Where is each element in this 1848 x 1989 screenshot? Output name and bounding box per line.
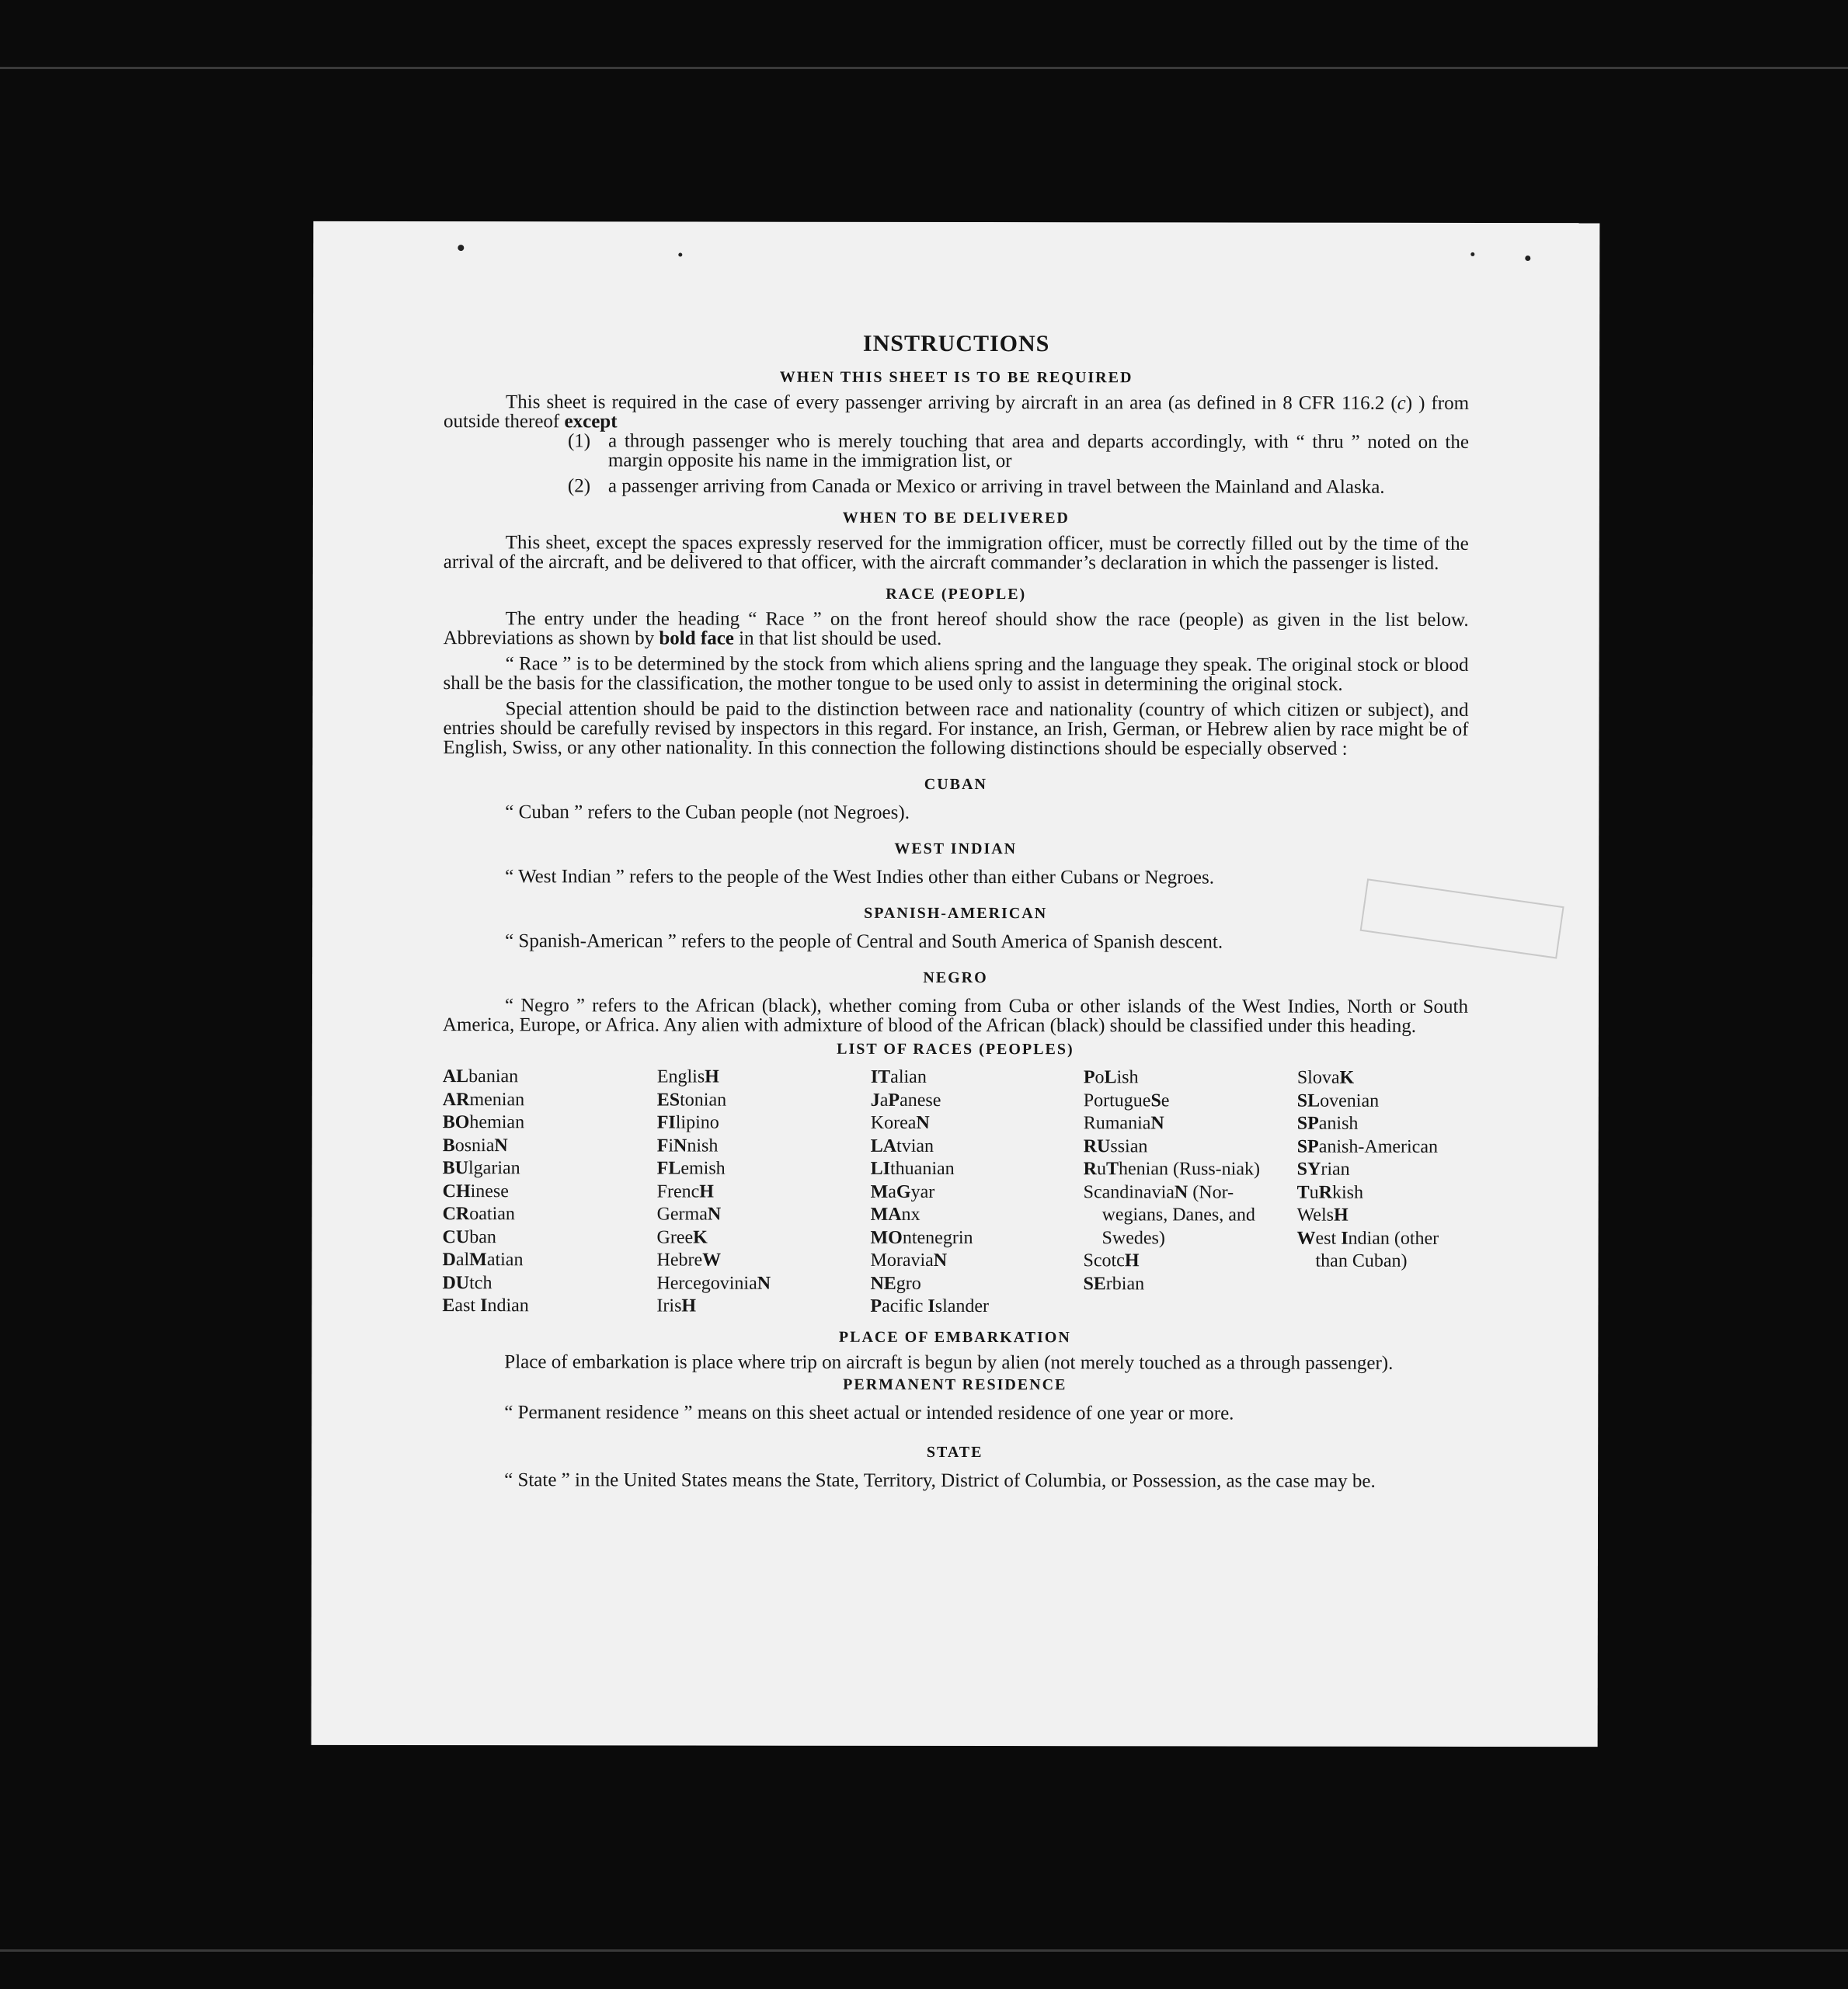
- race-text: atian: [486, 1250, 524, 1271]
- race-entry: [1083, 1250, 1296, 1273]
- race-column: [656, 1066, 870, 1318]
- para-text: The entry under the heading “ Race ” on the front hereof should show the race (people) as given in the list below. Abbreviations as shown by: [443, 608, 1469, 649]
- para-text: ) ) from outside thereof: [443, 392, 1470, 433]
- race-text: Portugue: [1083, 1090, 1151, 1111]
- race-abbrev: R: [1083, 1159, 1098, 1180]
- race-entry: [657, 1066, 871, 1089]
- para-state: “ State ” in the United States means the State, Territory, District of Columbia, or Possession, as the case may be.: [504, 1469, 1376, 1492]
- race-abbrev: P: [870, 1295, 882, 1316]
- race-text: nx: [901, 1204, 921, 1225]
- race-entry: [1084, 1066, 1297, 1090]
- race-abbrev: MA: [870, 1204, 902, 1225]
- race-entry: [1297, 1113, 1468, 1136]
- race-text: anish: [1318, 1113, 1359, 1134]
- race-entry: [1084, 1135, 1297, 1159]
- race-text: e: [1161, 1090, 1170, 1111]
- race-text: tonian: [680, 1090, 727, 1111]
- race-entry: [1083, 1273, 1296, 1296]
- race-abbrev: G: [896, 1181, 911, 1202]
- race-list: [442, 1066, 1467, 1319]
- race-entry: [656, 1249, 870, 1272]
- race-abbrev: T: [1105, 1159, 1119, 1180]
- race-abbrev: N: [707, 1204, 722, 1225]
- race-text: Slova: [1296, 1067, 1340, 1088]
- race-entry: [443, 1089, 657, 1112]
- heading-negro: NEGRO: [923, 968, 988, 987]
- scan-edge-bottom: [0, 1949, 1848, 1952]
- race-abbrev: ES: [656, 1089, 680, 1111]
- race-abbrev: SY: [1296, 1159, 1321, 1180]
- race-abbrev: J: [870, 1090, 880, 1111]
- race-abbrev: N: [494, 1135, 508, 1156]
- race-abbrev: D: [442, 1250, 456, 1271]
- item-number: (2): [567, 475, 591, 497]
- race-abbrev: H: [1333, 1205, 1349, 1226]
- race-column: [442, 1066, 656, 1318]
- race-entry: [443, 1157, 657, 1181]
- race-text: henian (Russ-niak): [1119, 1159, 1261, 1180]
- race-abbrev: H: [705, 1066, 719, 1087]
- instruction-sheet: [311, 221, 1600, 1747]
- race-abbrev: N: [916, 1112, 930, 1133]
- race-entry: [1296, 1227, 1467, 1273]
- heading-when-required: WHEN THIS SHEET IS TO BE REQUIRED: [779, 368, 1133, 387]
- para-text-bold: bold face: [659, 628, 734, 649]
- race-abbrev: N: [1174, 1181, 1188, 1202]
- race-abbrev: K: [1339, 1067, 1355, 1088]
- instructions-text: [442, 330, 1469, 1490]
- race-abbrev: M: [870, 1181, 889, 1202]
- para-spanish-american: “ Spanish-American ” refers to the people of Central and South America of Spanish descent.: [505, 930, 1223, 953]
- race-abbrev: I: [1341, 1228, 1349, 1249]
- race-text: oatian: [469, 1204, 515, 1225]
- para-cuban: “ Cuban ” refers to the Cuban people (not Negroes).: [505, 802, 910, 823]
- race-abbrev: H: [1124, 1250, 1140, 1271]
- heading-west-indian: WEST INDIAN: [894, 840, 1018, 858]
- race-abbrev: RU: [1083, 1135, 1111, 1156]
- item-text: a through passenger who is merely touching that area and departs accordingly, with “ thru ” noted on the margin opposite his name in the immigration list, or: [607, 430, 1469, 472]
- race-text: tch: [469, 1272, 492, 1293]
- race-abbrev: B: [442, 1135, 455, 1156]
- race-abbrev: F: [656, 1135, 669, 1156]
- heading-spanish-american: SPANISH-AMERICAN: [864, 904, 1048, 923]
- race-abbrev: LA: [870, 1135, 897, 1156]
- race-abbrev: N: [1150, 1113, 1164, 1134]
- race-entry: [871, 1226, 1084, 1250]
- race-text: gro: [896, 1273, 921, 1294]
- race-entry: [1297, 1205, 1468, 1228]
- race-entry: [1084, 1112, 1297, 1135]
- race-text: thuanian: [890, 1158, 955, 1179]
- race-abbrev: LI: [870, 1158, 891, 1179]
- race-text: hemian: [469, 1112, 525, 1133]
- race-text: a: [888, 1181, 896, 1202]
- race-entry: [870, 1295, 1083, 1319]
- race-entry: [1297, 1067, 1468, 1090]
- race-entry: [871, 1112, 1084, 1135]
- race-abbrev: T: [1296, 1182, 1310, 1203]
- race-entry: [871, 1204, 1084, 1227]
- race-entry: [443, 1066, 657, 1089]
- race-text: acific: [882, 1295, 928, 1316]
- race-abbrev: W: [702, 1250, 722, 1271]
- heading-when-delivered: WHEN TO BE DELIVERED: [842, 509, 1070, 527]
- race-text: anish-American: [1318, 1136, 1439, 1157]
- race-text: al: [455, 1250, 470, 1271]
- race-abbrev: AR: [442, 1089, 470, 1110]
- race-abbrev: H: [699, 1181, 714, 1202]
- race-text: Wels: [1296, 1205, 1334, 1226]
- race-text: ndian: [487, 1295, 529, 1316]
- race-abbrev: IT: [870, 1066, 891, 1087]
- race-entry: [443, 1226, 657, 1250]
- race-abbrev: N: [933, 1250, 948, 1271]
- race-text: Rumania: [1083, 1113, 1151, 1134]
- heading-cuban: CUBAN: [924, 775, 987, 794]
- race-abbrev: SL: [1296, 1090, 1321, 1111]
- race-text: tvian: [896, 1135, 934, 1156]
- race-text: Hercegovinia: [656, 1272, 757, 1294]
- race-entry: [871, 1089, 1084, 1112]
- item-number: (1): [567, 430, 591, 452]
- race-entry: [442, 1249, 656, 1272]
- para-race-1: [444, 609, 1469, 649]
- para-race-3: Special attention should be paid to the distinction between race and nationality (country of which citizen or subject), and entries should be carefully revised by inspectors in this regard. For instance, an Irish, German, or Hebrew alien by race might be of English, Swiss, or any other nationality. In this connection the following distinctions should be especially observed :: [443, 698, 1469, 760]
- race-text: Hebre: [656, 1250, 703, 1271]
- race-abbrev: W: [1296, 1228, 1316, 1249]
- race-text: Scotc: [1083, 1250, 1125, 1271]
- para-embarkation: Place of embarkation is place where trip on aircraft is begun by alien (not merely touched as a through passenger).: [504, 1351, 1394, 1374]
- race-abbrev: N: [757, 1273, 771, 1294]
- race-text: u: [1096, 1159, 1107, 1180]
- race-entry: [1297, 1159, 1468, 1182]
- race-abbrev: CU: [442, 1226, 470, 1247]
- race-entry: [656, 1295, 870, 1318]
- race-text: Moravia: [870, 1250, 934, 1271]
- race-text: lipino: [675, 1112, 719, 1133]
- race-entry: [656, 1272, 870, 1295]
- heading-embarkation: PLACE OF EMBARKATION: [838, 1328, 1071, 1346]
- race-text: ish: [1116, 1067, 1139, 1088]
- race-entry: [871, 1066, 1084, 1090]
- race-abbrev: P: [1083, 1067, 1095, 1088]
- race-entry: [870, 1272, 1083, 1295]
- race-entry: [1297, 1090, 1468, 1113]
- race-abbrev: R: [1318, 1182, 1333, 1203]
- race-entry: [871, 1181, 1084, 1204]
- race-entry: [657, 1135, 871, 1158]
- race-entry: [443, 1111, 657, 1135]
- heading-race: RACE (PEOPLE): [886, 585, 1027, 603]
- race-column: [1296, 1067, 1467, 1320]
- race-entry: [657, 1203, 871, 1226]
- speck: [678, 253, 682, 257]
- race-text: ssian: [1110, 1135, 1148, 1156]
- race-entry: [442, 1295, 656, 1318]
- para-race-2: “ Race ” is to be determined by the stock from which aliens spring and the language they speak. The original stock or blood shall be the basis for the classification, the mother tongue to be used only to assist in determining the original stock.: [443, 653, 1469, 695]
- race-text: ban: [469, 1226, 496, 1247]
- race-abbrev: SE: [1083, 1273, 1106, 1294]
- race-text: emish: [680, 1158, 726, 1179]
- race-abbrev: DU: [442, 1272, 470, 1293]
- para-when-delivered: This sheet, except the spaces expressly reserved for the immigration officer, must be correctly filled out by the time of the arrival of the aircraft, and be delivered to that officer, with the aircraft commander’s declaration in which the passenger is listed.: [443, 532, 1469, 574]
- race-entry: [1297, 1135, 1468, 1159]
- race-entry: [657, 1226, 871, 1250]
- race-text: ast: [454, 1295, 481, 1316]
- para-text-bold: except: [564, 411, 618, 433]
- race-entry: [871, 1135, 1084, 1158]
- race-text: banian: [468, 1066, 519, 1087]
- race-text: kish: [1331, 1182, 1364, 1203]
- race-abbrev: FL: [656, 1158, 681, 1179]
- para-text-italic: c: [1397, 392, 1406, 414]
- race-abbrev: H: [681, 1295, 697, 1316]
- race-text: rian: [1321, 1159, 1350, 1180]
- race-text: Englis: [656, 1066, 705, 1087]
- race-text: Scandinavia: [1083, 1181, 1175, 1202]
- race-text: Frenc: [656, 1181, 700, 1202]
- race-entry: [870, 1250, 1083, 1273]
- race-text: est: [1315, 1228, 1342, 1249]
- race-entry: [442, 1272, 656, 1295]
- race-abbrev: I: [927, 1295, 935, 1316]
- heading-residence: PERMANENT RESIDENCE: [843, 1375, 1067, 1393]
- exception-item-2: [568, 476, 1469, 497]
- race-abbrev: BU: [442, 1158, 469, 1179]
- race-abbrev: BO: [442, 1112, 470, 1133]
- race-text: a: [879, 1090, 889, 1111]
- race-text: Gree: [656, 1226, 694, 1248]
- heading-state: STATE: [926, 1443, 983, 1461]
- race-text: lgarian: [468, 1158, 520, 1179]
- race-entry: [871, 1158, 1084, 1181]
- race-text: i: [668, 1135, 674, 1156]
- race-entry: [443, 1181, 657, 1204]
- race-abbrev: SP: [1296, 1136, 1319, 1157]
- race-abbrev: MO: [870, 1227, 903, 1248]
- race-entry: [657, 1157, 871, 1181]
- race-text: (Nor-wegians, Danes, and Swedes): [1101, 1181, 1255, 1248]
- race-abbrev: SP: [1296, 1113, 1319, 1134]
- speck: [1470, 252, 1474, 256]
- race-text: osnia: [454, 1135, 495, 1156]
- speck: [1525, 256, 1530, 261]
- race-abbrev: CH: [442, 1181, 471, 1201]
- race-abbrev: AL: [442, 1066, 469, 1087]
- race-entry: [1084, 1158, 1297, 1181]
- race-entry: [443, 1135, 657, 1158]
- race-abbrev: N: [673, 1135, 687, 1156]
- race-text: alian: [890, 1066, 927, 1087]
- race-text: ntenegrin: [902, 1227, 973, 1248]
- page-title: INSTRUCTIONS: [862, 330, 1050, 357]
- para-residence: “ Permanent residence ” means on this sheet actual or intended residence of one year or more.: [504, 1401, 1234, 1424]
- race-entry: [1084, 1181, 1297, 1250]
- speck: [458, 245, 464, 251]
- race-text: yar: [910, 1181, 935, 1202]
- item-text: a passenger arriving from Canada or Mexico or arriving in travel between the Mainland and Alaska.: [607, 475, 1385, 498]
- para-text: in that list should be used.: [733, 628, 942, 649]
- race-abbrev: FI: [656, 1112, 676, 1133]
- race-text: Iris: [656, 1295, 682, 1316]
- race-text: Germa: [656, 1204, 708, 1225]
- race-text: menian: [469, 1089, 525, 1110]
- race-entry: [1084, 1090, 1297, 1113]
- para-negro: “ Negro ” refers to the African (black), whether coming from Cuba or other islands of the West Indies, North or South America, Europe, or Africa. Any alien with admixture of blood of the African (black) should be classified under this heading.: [442, 995, 1468, 1037]
- race-text: inese: [470, 1181, 509, 1201]
- heading-list-of-races: LIST OF RACES (PEOPLES): [837, 1040, 1074, 1059]
- race-text: Korea: [870, 1112, 917, 1133]
- para-when-required: [444, 392, 1469, 433]
- race-abbrev: I: [480, 1295, 488, 1316]
- exception-item-1: [568, 431, 1469, 471]
- race-entry: [1297, 1181, 1468, 1205]
- race-abbrev: S: [1150, 1090, 1161, 1111]
- race-column: [870, 1066, 1083, 1319]
- race-text: ndian (other than Cuban): [1315, 1228, 1439, 1271]
- race-text: slander: [934, 1295, 990, 1317]
- race-text: ovenian: [1320, 1090, 1380, 1111]
- race-column: [1083, 1066, 1296, 1319]
- race-text: u: [1309, 1182, 1319, 1203]
- scan-edge-top: [0, 67, 1848, 69]
- race-entry: [657, 1181, 871, 1204]
- race-text: rbian: [1105, 1273, 1145, 1294]
- race-abbrev: NE: [870, 1273, 896, 1294]
- race-abbrev: K: [693, 1227, 708, 1248]
- race-abbrev: L: [1104, 1067, 1117, 1088]
- race-text: anese: [900, 1090, 941, 1111]
- race-text: nish: [687, 1135, 719, 1156]
- para-text: This sheet is required in the case of every passenger arriving by aircraft in an area (as defined in 8 CFR 116.2 (: [506, 391, 1397, 414]
- race-abbrev: M: [469, 1250, 487, 1271]
- race-entry: [657, 1089, 871, 1112]
- race-abbrev: CR: [442, 1204, 470, 1225]
- race-entry: [443, 1203, 657, 1226]
- race-text: o: [1095, 1067, 1105, 1088]
- race-abbrev: P: [888, 1090, 900, 1111]
- race-abbrev: E: [442, 1295, 455, 1316]
- para-west-indian: “ West Indian ” refers to the people of the West Indies other than either Cubans or Negroes.: [505, 866, 1215, 888]
- race-entry: [657, 1111, 871, 1135]
